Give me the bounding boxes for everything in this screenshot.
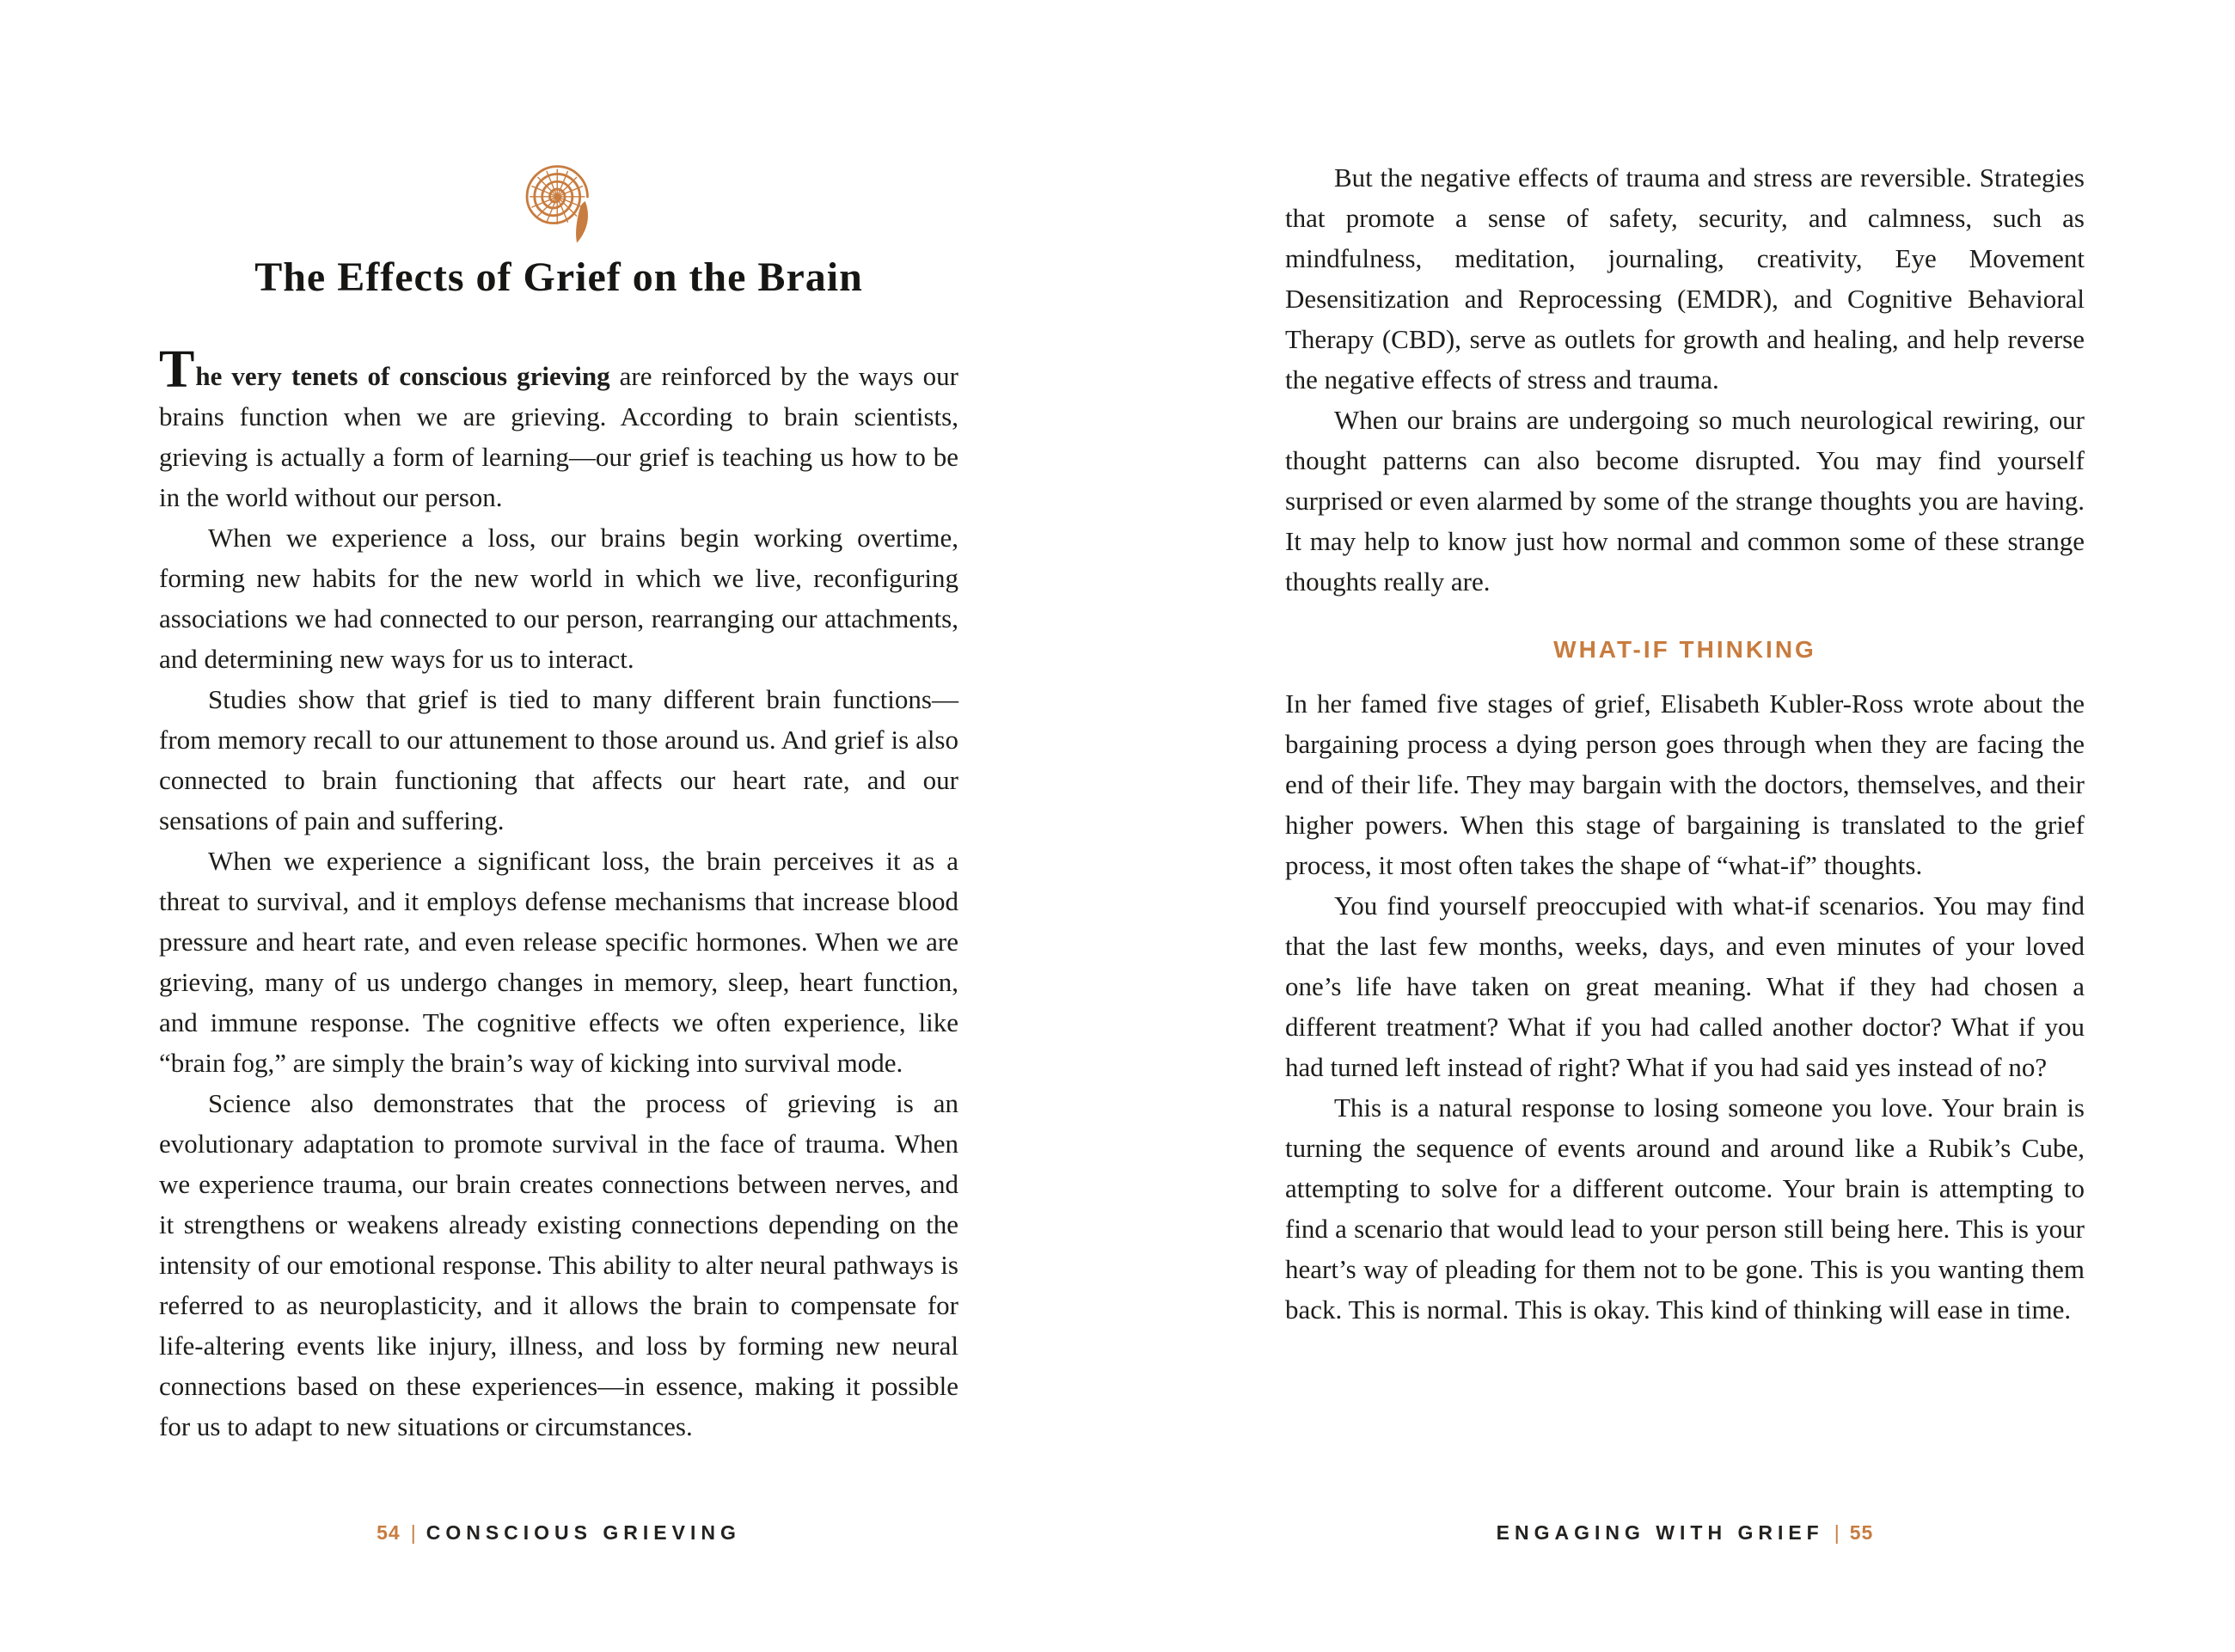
lead-paragraph: The very tenets of conscious grieving are reinforced by the ways our brains function when we are grieving. According to brain scientists, grieving is actually a form of learning—our grief is teaching us how to be in the world without our person.: [159, 340, 958, 512]
body-paragraph: This is a natural response to losing someone you love. Your brain is turning the sequence of events around and around like a Rubik’s Cube, attempting to solve for a different outcome. Your brain is attempting to find a scenario that would lead to your person still being here. This is your heart’s way of pleading for them not to be gone. This is you wanting them back. This is normal. This is okay. This kind of thinking will ease in time.: [1285, 1092, 2085, 1325]
right-page: [1285, 0, 2085, 1652]
left-page: [159, 0, 958, 1652]
running-title: CONSCIOUS GRIEVING: [426, 1521, 741, 1544]
body-paragraph: You find yourself preoccupied with what-if scenarios. You may find that the last few months, weeks, days, and even minutes of your loved one’s life have taken on great meaning. What if they had chosen a different treatment? What if you had called another doctor? What if you had turned left instead of right? What if you had said yes instead of no?: [1285, 890, 2085, 1082]
body-paragraph: Studies show that grief is tied to many different brain functions—from memory recall to our attunement to those around us. And grief is also connected to brain functioning that affects our heart rate, and our sensations of pain and suffering.: [159, 684, 958, 835]
footer-divider: |: [1834, 1521, 1840, 1544]
left-page-body: [159, 340, 958, 1447]
body-paragraph: Science also demonstrates that the process of grieving is an evolutionary adaptation to promote survival in the face of trauma. When we experience trauma, our brain creates connections between nerves, and it strengthens or weakens already existing connections depending on the intensity of our emotional response. This ability to alter neural pathways is referred to as neuroplasticity, and it allows the brain to compensate for life-altering events like injury, illness, and loss by forming new neural connections based on these experiences—in essence, making it possible for us to adapt to new situations or circumstances.: [159, 1088, 958, 1441]
chapter-ornament: [159, 157, 958, 251]
right-page-footer: [1285, 1521, 2085, 1545]
body-paragraph: But the negative effects of trauma and stress are reversible. Strategies that promote a sense of safety, security, and calmness, such as mindfulness, meditation, journaling, creativity, Eye Movement Desensitization and Reprocessing (EMDR), and Cognitive Behavioral Therapy (CBD), serve as outlets for growth and healing, and help reverse the negative effects of stress and trauma.: [1285, 162, 2085, 395]
page-number: 55: [1849, 1521, 1874, 1544]
body-paragraph: When our brains are undergoing so much neurological rewiring, our thought patterns can also become disrupted. You may find yourself surprised or even alarmed by some of the strange thoughts you are having. It may help to know just how normal and common some of these strange thoughts really are.: [1285, 405, 2085, 597]
chapter-title: The Effects of Grief on the Brain: [254, 254, 863, 300]
lead-rest-text: are reinforced by the ways our brains function when we are grieving. According to brain scientists, grieving is actually a form of learning—our grief is teaching us how to be in the world without our person.: [159, 361, 958, 512]
running-title: ENGAGING WITH GRIEF: [1496, 1521, 1824, 1544]
section-heading: WHAT-IF THINKING: [1553, 636, 1816, 663]
nautilus-shell-icon: [521, 157, 597, 247]
right-page-body: [1285, 157, 2085, 1330]
footer-divider: |: [410, 1521, 416, 1544]
body-paragraph: When we experience a significant loss, the brain perceives it as a threat to survival, and it employs defense mechanisms that increase blood pressure and heart rate, and even release specific hormones. When we are grieving, many of us undergo changes in memory, sleep, heart function, and immune response. The cognitive effects we often experience, like “brain fog,” are simply the brain’s way of kicking into survival mode.: [159, 846, 958, 1078]
left-page-footer: [159, 1521, 958, 1545]
lead-bold-text: he very tenets of conscious grieving: [195, 361, 610, 391]
page-number: 54: [377, 1521, 401, 1544]
body-paragraph: When we experience a loss, our brains begin working overtime, forming new habits for the new world in which we live, reconfiguring associations we had connected to our person, rearranging our attachments, and determining new ways for us to interact.: [159, 523, 958, 674]
body-paragraph: In her famed five stages of grief, Elisabeth Kubler-Ross wrote about the bargaining process a dying person goes through when they are facing the end of their life. They may bargain with the doctors, themselves, and their higher powers. When this stage of bargaining is translated to the grief process, it most often takes the shape of “what-if” thoughts.: [1285, 688, 2085, 880]
